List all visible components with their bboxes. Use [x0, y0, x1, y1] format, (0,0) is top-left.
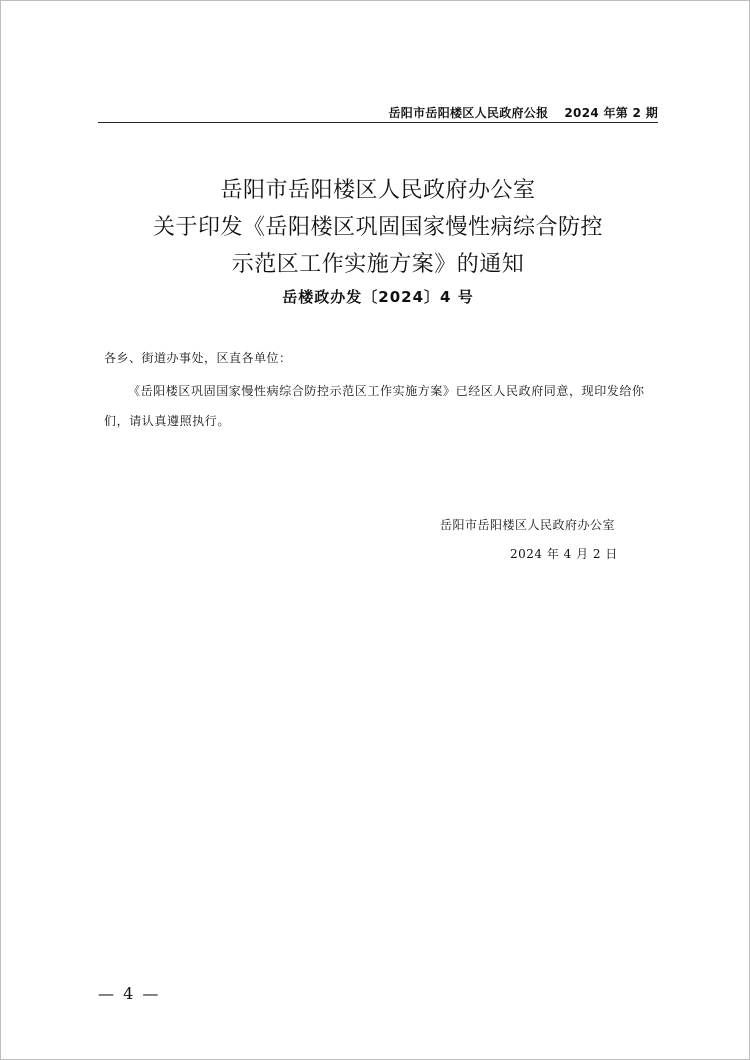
issue-date: 2024 年 4 月 2 日 [510, 547, 618, 561]
body-paragraph: 《岳阳楼区巩固国家慢性病综合防控示范区工作实施方案》已经区人民政府同意，现印发给你们，请认真遵照执行。 [104, 384, 645, 428]
title-line-3: 示范区工作实施方案》的通知 [231, 252, 525, 277]
document-number: 岳楼政办发〔2024〕4 号 [282, 288, 474, 306]
document-title [98, 172, 658, 283]
header-divider [98, 122, 658, 123]
signing-authority: 岳阳市岳阳楼区人民政府办公室 [440, 518, 616, 532]
header-issue: 2024 年第 2 期 [564, 106, 658, 120]
title-line-1: 岳阳市岳阳楼区人民政府办公室 [220, 178, 536, 203]
salutation: 各乡、街道办事处，区直各单位： [104, 351, 292, 365]
header-publication: 岳阳市岳阳楼区人民政府公报 [388, 106, 549, 120]
page-number: — 4 — [98, 984, 161, 1003]
title-line-2: 关于印发《岳阳楼区巩固国家慢性病综合防控 [152, 215, 603, 240]
running-header [98, 104, 658, 121]
